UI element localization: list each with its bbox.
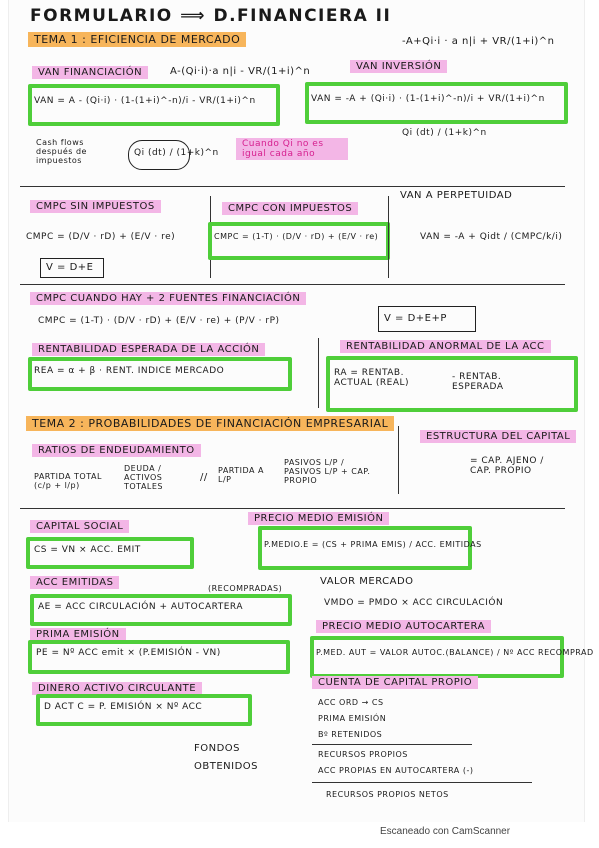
cuenta-header: CUENTA DE CAPITAL PROPIO [312,676,478,689]
divider [318,338,319,408]
precio-auto-header: PRECIO MEDIO AUTOCARTERA [316,620,491,633]
divider [312,744,472,745]
precio-auto-formula: P.MED. AUT = VALOR AUTOC.(BALANCE) / Nº ACC RECOMPRAD [316,648,594,657]
tema1-top-formula: -A+Qi·i · a n|i + VR/(1+i)^n [402,36,555,47]
acc-emitidas-header: ACC EMITIDAS [30,576,119,589]
ra-formula-left: RA = RENTAB. ACTUAL (REAL) [334,368,410,388]
cuenta-item: Bº RETENIDOS [318,730,383,739]
acc-emitidas-formula: AE = ACC CIRCULACIÓN + AUTOCARTERA [38,602,243,612]
prima-header: PRIMA EMISIÓN [30,628,126,641]
condition-note: Cuando Qi no es igual cada año [236,138,348,160]
divider [20,186,565,187]
title-right: D.FINANCIERA II [213,6,392,26]
estructura-formula: = CAP. AJENO / CAP. PROPIO [470,456,544,476]
capital-social-header: CAPITAL SOCIAL [30,520,129,533]
ratios-left: PARTIDA TOTAL (c/p + l/p) [34,472,102,490]
cashflow-formula: Qi (dt) / (1+k)^n [134,148,219,158]
capital-social-formula: CS = VN × ACC. EMIT [34,545,141,555]
cuenta-line1: RECURSOS PROPIOS [318,750,408,759]
cuenta-line3: RECURSOS PROPIOS NETOS [326,790,449,799]
precio-medio-formula: P.MEDIO.E = (CS + PRIMA EMIS) / ACC. EMITIDAS [264,540,482,549]
cmpc-sin-formula: CMPC = (D/V · rD) + (E/V · re) [26,232,176,242]
page-title [30,6,391,26]
cashflow-note: Cash flows después de impuestos [36,138,87,165]
cuenta-item: PRIMA EMISIÓN [318,714,387,723]
rea-header: RENTABILIDAD ESPERADA DE LA ACCIÓN [32,343,265,356]
title-arrow-icon: ⟹ [180,6,207,26]
van-fin-header-formula: A-(Qi·i)·a n|i - VR/(1+i)^n [170,66,311,77]
ra-header: RENTABILIDAD ANORMAL DE LA ACC [340,340,551,353]
cmpc-sin-header: CMPC SIN IMPUESTOS [30,200,161,213]
rea-formula: REA = α + β · RENT. INDICE MERCADO [34,366,225,376]
van-fin-header: VAN FINANCIACIÓN [32,66,148,79]
van-perp-header: VAN A PERPETUIDAD [400,190,513,201]
estructura-header: ESTRUCTURA DEL CAPITAL [420,430,576,443]
divider [20,508,565,509]
valor-mercado-header: VALOR MERCADO [320,576,414,587]
ratios-sep: // [200,472,208,483]
van-inv-formula: VAN = -A + (Qi·i) · (1-(1+i)^-n)/i + VR/(1+i)^n [311,94,545,104]
cmpc-con-box [208,222,390,260]
ratios-mid: PARTIDA A L/P [218,466,265,484]
ratios-mid-frac: PASIVOS L/P / PASIVOS L/P + CAP. PROPIO [284,458,371,485]
cmpc-con-header: CMPC CON IMPUESTOS [222,202,358,215]
divider [388,196,389,278]
cmpc-dos-v: V = D+E+P [384,313,447,324]
footer-watermark: Escaneado con CamScanner [380,826,511,837]
tema2-label: TEMA 2 : PROBABILIDADES DE FINANCIACIÓN EMPRESARIAL [26,416,394,431]
cuenta-item: ACC ORD → CS [318,698,384,707]
precio-medio-header: PRECIO MEDIO EMISIÓN [248,512,389,525]
cmpc-con-formula: CMPC = (1-T) · (D/V · rD) + (E/V · re) [214,232,379,241]
condition-formula: Qi (dt) / (1+k)^n [402,128,487,138]
precio-auto-box [310,636,564,678]
divider [20,284,565,285]
dinero-note: FONDOS OBTENIDOS [194,743,259,772]
divider [312,782,532,783]
cmpc-dos-header: CMPC CUANDO HAY + 2 FUENTES FINANCIACIÓN [30,292,306,305]
van-inv-header: VAN INVERSIÓN [350,60,447,73]
ratios-header: RATIOS DE ENDEUDAMIENTO [32,444,201,457]
van-fin-formula: VAN = A - (Qi·i) · (1-(1+i)^-n)/i - VR/(1+i)^n [34,96,256,106]
cmpc-dos-formula: CMPC = (1-T) · (D/V · rD) + (E/V · re) + (P/V · rP) [38,316,280,326]
cmpc-sin-v: V = D+E [46,262,94,273]
title-left: FORMULARIO [30,6,173,26]
dinero-header: DINERO ACTIVO CIRCULANTE [32,682,202,695]
divider [398,426,399,494]
prima-formula: PE = Nº ACC emit × (P.EMISIÓN - VN) [36,648,221,658]
ratios-left-frac: DEUDA / ACTIVOS TOTALES [124,464,164,491]
ra-formula-right: - RENTAB. ESPERADA [452,372,504,392]
tema1-label: TEMA 1 : EFICIENCIA DE MERCADO [28,32,246,47]
acc-emitidas-note: (RECOMPRADAS) [208,584,283,593]
van-perp-formula: VAN = -A + Qidt / (CMPC/k/i) [420,232,563,242]
cuenta-line2: ACC PROPIAS EN AUTOCARTERA (-) [318,766,474,775]
valor-mercado-formula: VMDO = PMDO × ACC CIRCULACIÓN [324,598,504,608]
dinero-formula: D ACT C = P. EMISIÓN × Nº ACC [44,702,203,712]
